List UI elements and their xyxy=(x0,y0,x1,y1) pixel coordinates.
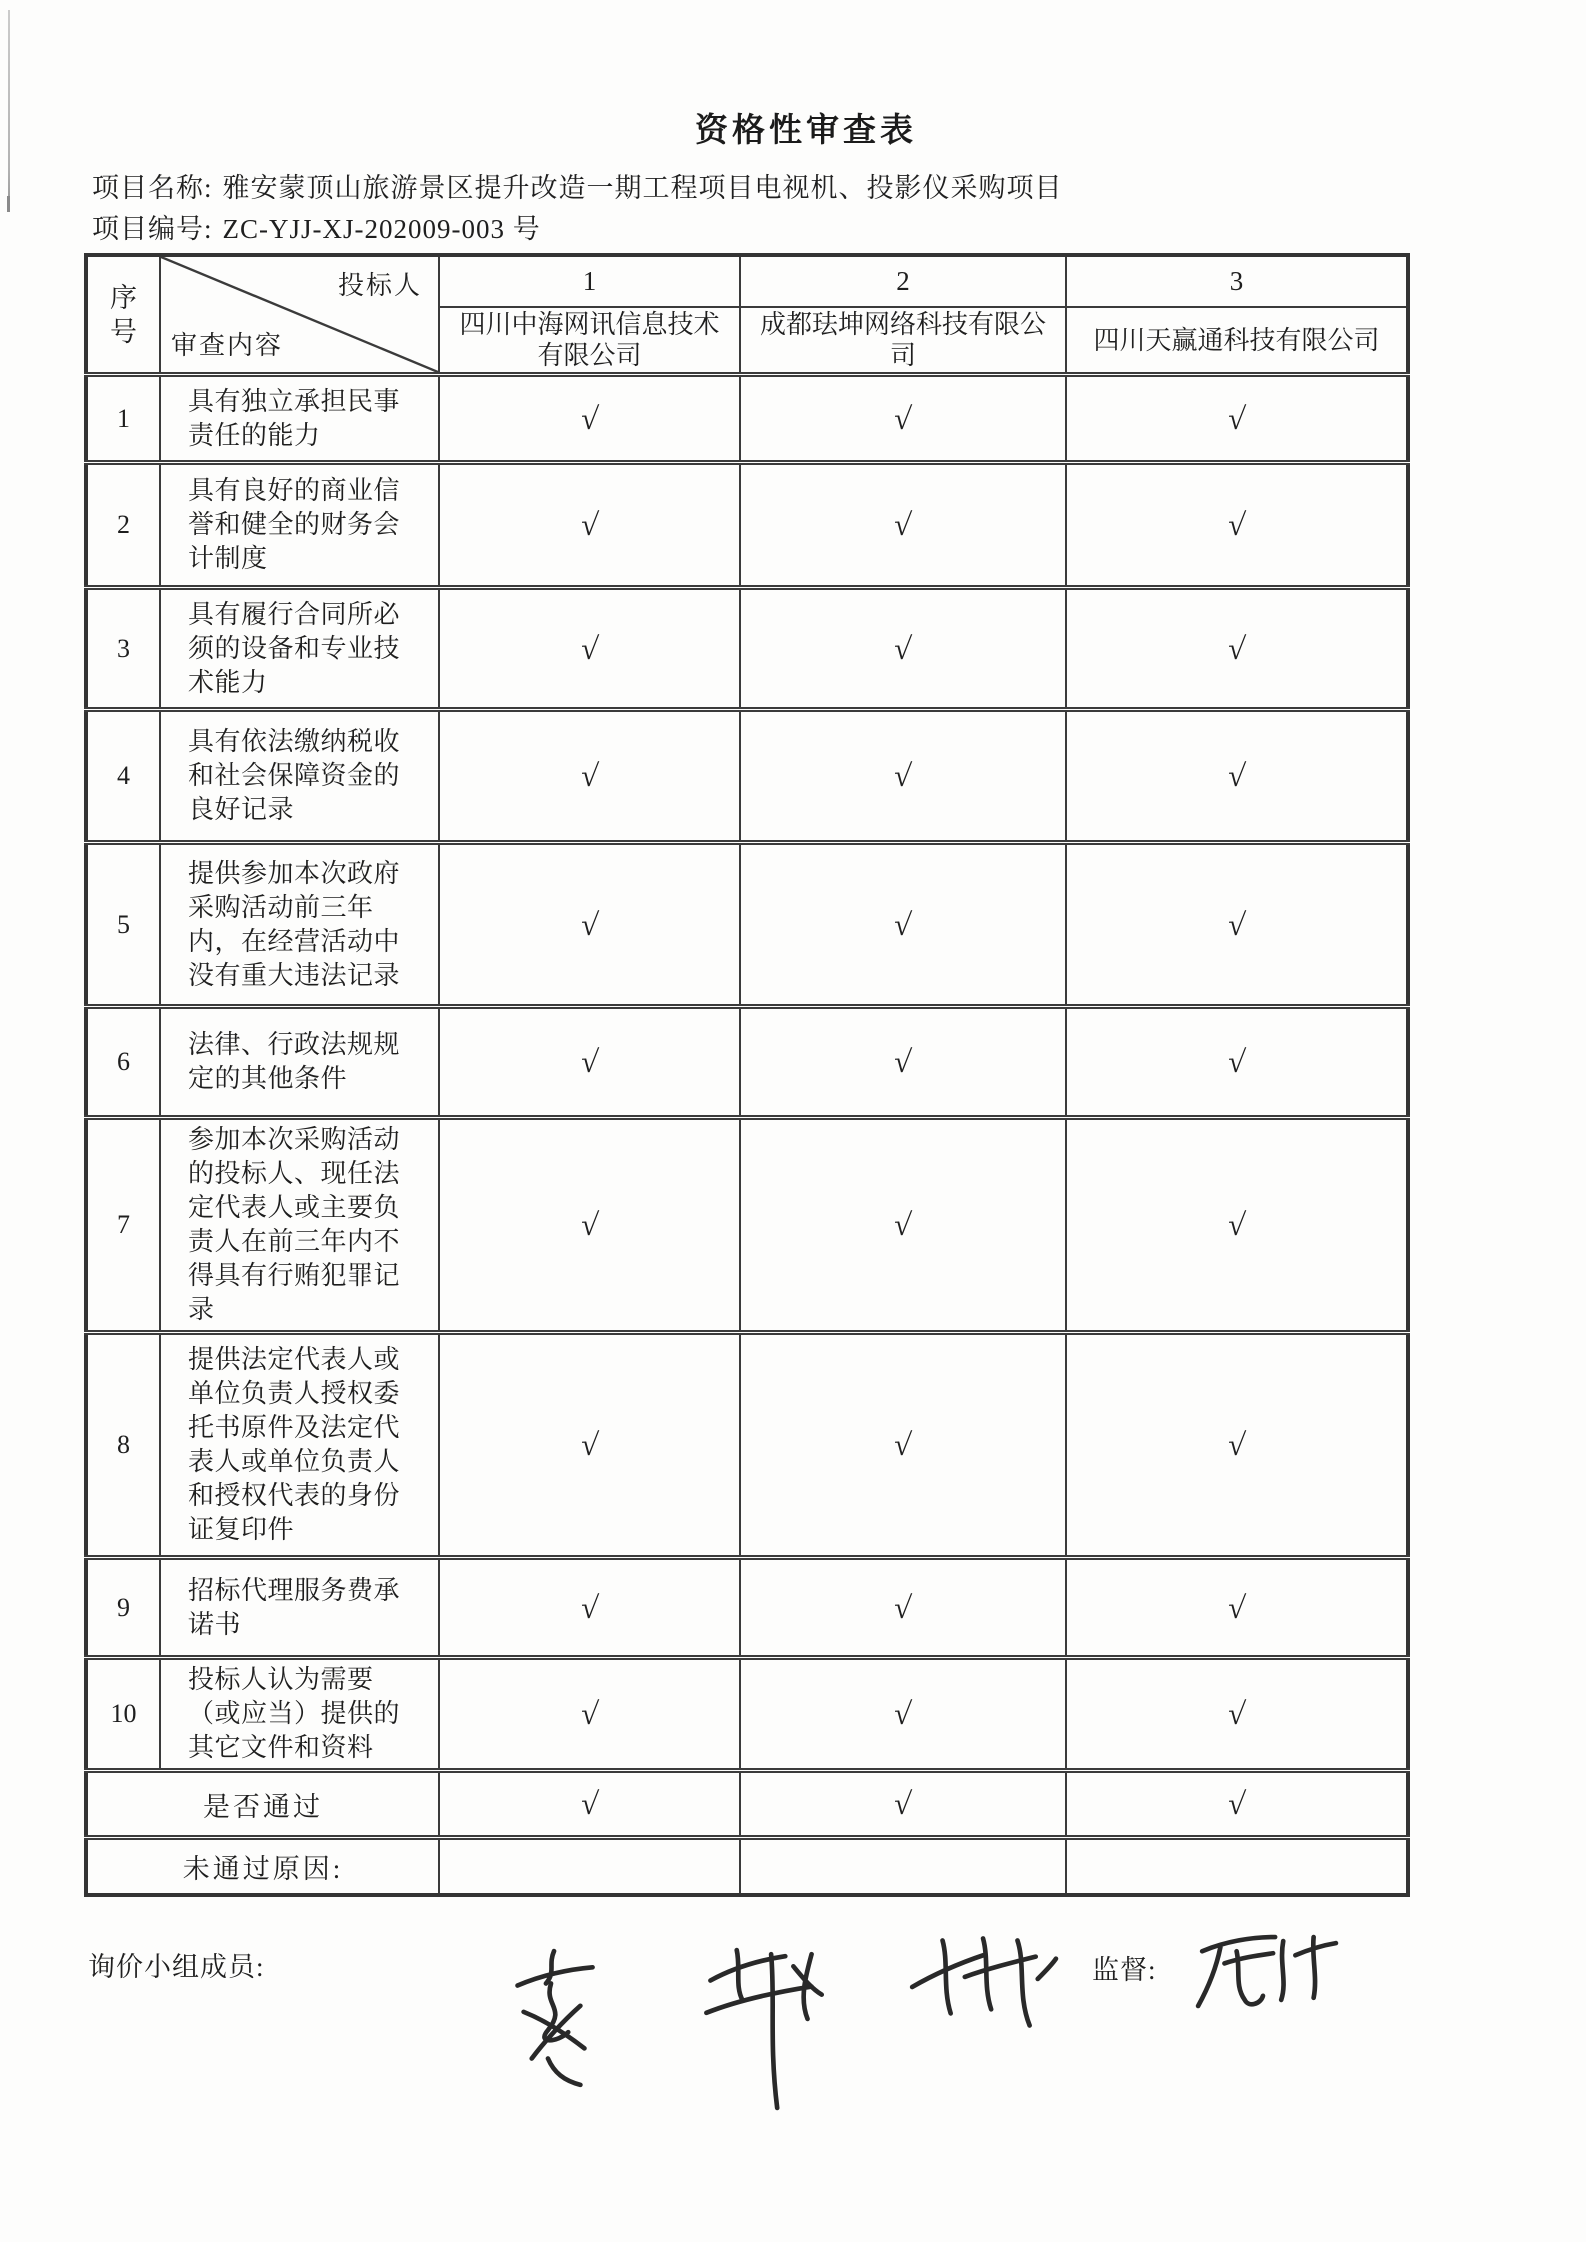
seq-header-label: 序号 xyxy=(109,282,137,347)
check-mark: √ xyxy=(579,906,600,942)
check-mark: √ xyxy=(892,506,914,543)
criteria-cell: 具有独立承担民事责任的能力 xyxy=(160,375,439,463)
check-cell xyxy=(1066,710,1408,843)
criteria-cell: 投标人认为需要（或应当）提供的其它文件和资料 xyxy=(160,1658,439,1771)
check-mark: √ xyxy=(892,1589,914,1625)
check-mark: √ xyxy=(892,1206,914,1243)
bidder-name-1: 四川中海网讯信息技术有限公司 xyxy=(439,307,740,375)
check-mark: √ xyxy=(892,400,914,436)
inquiry-team-label: 询价小组成员: xyxy=(88,1952,265,1982)
check-mark: √ xyxy=(892,1043,914,1080)
check-mark: √ xyxy=(892,757,914,794)
check-cell xyxy=(439,588,740,710)
supervisor-signature xyxy=(1190,1926,1342,2018)
check-mark: √ xyxy=(1226,1785,1247,1822)
table-row-10 xyxy=(86,1658,1408,1771)
seq-cell: 4 xyxy=(86,710,160,843)
seq-cell: 8 xyxy=(86,1333,160,1558)
table-row-1 xyxy=(86,375,1408,463)
signature-member-2 xyxy=(692,1938,829,2115)
project-number-value: ZC-YJJ-XJ-202009-003 号 xyxy=(222,214,541,244)
check-cell xyxy=(1066,1771,1408,1838)
check-cell xyxy=(1066,1658,1408,1771)
criteria-cell: 具有履行合同所必须的设备和专业技术能力 xyxy=(160,588,439,710)
criteria-cell: 提供参加本次政府采购活动前三年内，在经营活动中没有重大违法记录 xyxy=(160,843,439,1007)
project-name-label: 项目名称: xyxy=(92,173,213,203)
seq-cell: 10 xyxy=(86,1658,160,1771)
check-cell xyxy=(439,710,740,843)
project-name-line xyxy=(92,168,1063,209)
seq-cell: 7 xyxy=(86,1118,160,1333)
check-cell xyxy=(439,1118,740,1333)
check-mark: √ xyxy=(1226,1043,1247,1080)
bidder-number-1: 1 xyxy=(439,255,740,307)
pass-row xyxy=(86,1771,1408,1838)
signature-member-3 xyxy=(898,1928,1060,2040)
check-cell xyxy=(439,1007,740,1118)
check-mark: √ xyxy=(1226,906,1247,942)
check-mark: √ xyxy=(892,906,914,942)
check-cell xyxy=(439,843,740,1007)
corner-cell xyxy=(160,255,439,375)
criteria-cell: 提供法定代表人或单位负责人授权委托书原件及法定代表人或单位负责人和授权代表的身份证复印件 xyxy=(160,1333,439,1558)
check-mark: √ xyxy=(579,757,600,794)
check-cell xyxy=(740,1118,1066,1333)
check-mark: √ xyxy=(1226,1589,1247,1625)
project-number-line xyxy=(92,209,1063,250)
check-cell xyxy=(439,1658,740,1771)
check-mark: √ xyxy=(1226,1206,1247,1243)
project-number-label: 项目编号: xyxy=(92,214,213,244)
check-cell xyxy=(439,1558,740,1658)
check-mark: √ xyxy=(892,1426,914,1463)
supervisor-label: 监督: xyxy=(1092,1955,1157,1985)
check-cell xyxy=(439,1771,740,1838)
check-cell xyxy=(1066,1118,1408,1333)
table-row-3 xyxy=(86,588,1408,710)
check-mark: √ xyxy=(579,1426,600,1463)
check-cell xyxy=(740,710,1066,843)
check-mark: √ xyxy=(1226,506,1247,543)
check-cell xyxy=(740,1558,1066,1658)
check-cell xyxy=(1066,1007,1408,1118)
check-cell xyxy=(1066,588,1408,710)
check-mark: √ xyxy=(579,1206,600,1243)
check-cell xyxy=(1066,843,1408,1007)
seq-cell: 5 xyxy=(86,843,160,1007)
bidder-number-2: 2 xyxy=(740,255,1066,307)
check-cell xyxy=(740,1658,1066,1771)
table-row-5 xyxy=(86,843,1408,1007)
check-cell xyxy=(740,463,1066,588)
seq-cell: 3 xyxy=(86,588,160,710)
check-cell xyxy=(1066,1558,1408,1658)
table-row-6 xyxy=(86,1007,1408,1118)
seq-cell: 9 xyxy=(86,1558,160,1658)
check-mark: √ xyxy=(892,1695,914,1732)
pass-label: 是否通过 xyxy=(86,1771,439,1838)
check-mark: √ xyxy=(1226,630,1247,666)
check-mark: √ xyxy=(579,1695,600,1732)
check-cell xyxy=(439,463,740,588)
project-name-value: 雅安蒙顶山旅游景区提升改造一期工程项目电视机、投影仪采购项目 xyxy=(222,173,1063,203)
seq-header-cell xyxy=(86,255,160,375)
check-mark: √ xyxy=(579,630,600,666)
check-mark: √ xyxy=(579,400,600,436)
check-cell xyxy=(740,375,1066,463)
check-cell xyxy=(1066,375,1408,463)
check-cell xyxy=(1066,1333,1408,1558)
table-row-2 xyxy=(86,463,1408,588)
signature-member-1 xyxy=(495,1945,607,2097)
check-mark: √ xyxy=(892,1785,914,1822)
seq-cell: 2 xyxy=(86,463,160,588)
seq-cell: 6 xyxy=(86,1007,160,1118)
header-row-numbers xyxy=(86,255,1408,307)
page-title: 资格性审查表 xyxy=(695,111,917,148)
check-cell xyxy=(1066,463,1408,588)
check-mark: √ xyxy=(1226,1695,1247,1732)
check-cell xyxy=(740,1333,1066,1558)
criteria-cell: 具有依法缴纳税收和社会保障资金的良好记录 xyxy=(160,710,439,843)
criteria-cell: 招标代理服务费承诺书 xyxy=(160,1558,439,1658)
fail-reason-label: 未通过原因: xyxy=(86,1838,439,1895)
empty-cell xyxy=(1066,1838,1408,1895)
check-cell xyxy=(439,1333,740,1558)
check-cell xyxy=(439,375,740,463)
bidder-name-3: 四川天赢通科技有限公司 xyxy=(1066,307,1408,375)
check-mark: √ xyxy=(579,506,600,543)
criteria-cell: 法律、行政法规规定的其他条件 xyxy=(160,1007,439,1118)
qualification-review-table xyxy=(84,253,1410,1897)
scan-streak-mark xyxy=(7,196,10,212)
table-row-9 xyxy=(86,1558,1408,1658)
project-meta xyxy=(92,168,1063,250)
check-cell xyxy=(740,1771,1066,1838)
check-mark: √ xyxy=(579,1785,600,1822)
check-cell xyxy=(740,1007,1066,1118)
check-mark: √ xyxy=(1226,1426,1247,1463)
corner-criteria-label: 审查内容 xyxy=(171,331,284,360)
check-mark: √ xyxy=(1226,400,1247,436)
empty-cell xyxy=(439,1838,740,1895)
bidder-number-3: 3 xyxy=(1066,255,1408,307)
check-mark: √ xyxy=(1226,757,1247,794)
check-mark: √ xyxy=(579,1589,600,1625)
table-row-4 xyxy=(86,710,1408,843)
seq-cell: 1 xyxy=(86,375,160,463)
empty-cell xyxy=(740,1838,1066,1895)
check-cell xyxy=(740,588,1066,710)
table-row-7 xyxy=(86,1118,1408,1333)
check-mark: √ xyxy=(892,630,914,666)
criteria-cell: 参加本次采购活动的投标人、现任法定代表人或主要负责人在前三年内不得具有行贿犯罪记录 xyxy=(160,1118,439,1333)
corner-bidder-label: 投标人 xyxy=(337,271,422,300)
table-row-8 xyxy=(86,1333,1408,1558)
check-cell xyxy=(740,843,1066,1007)
fail-reason-row xyxy=(86,1838,1408,1895)
bidder-name-2: 成都珐坤网络科技有限公司 xyxy=(740,307,1066,375)
criteria-cell: 具有良好的商业信誉和健全的财务会计制度 xyxy=(160,463,439,588)
check-mark: √ xyxy=(579,1043,600,1080)
